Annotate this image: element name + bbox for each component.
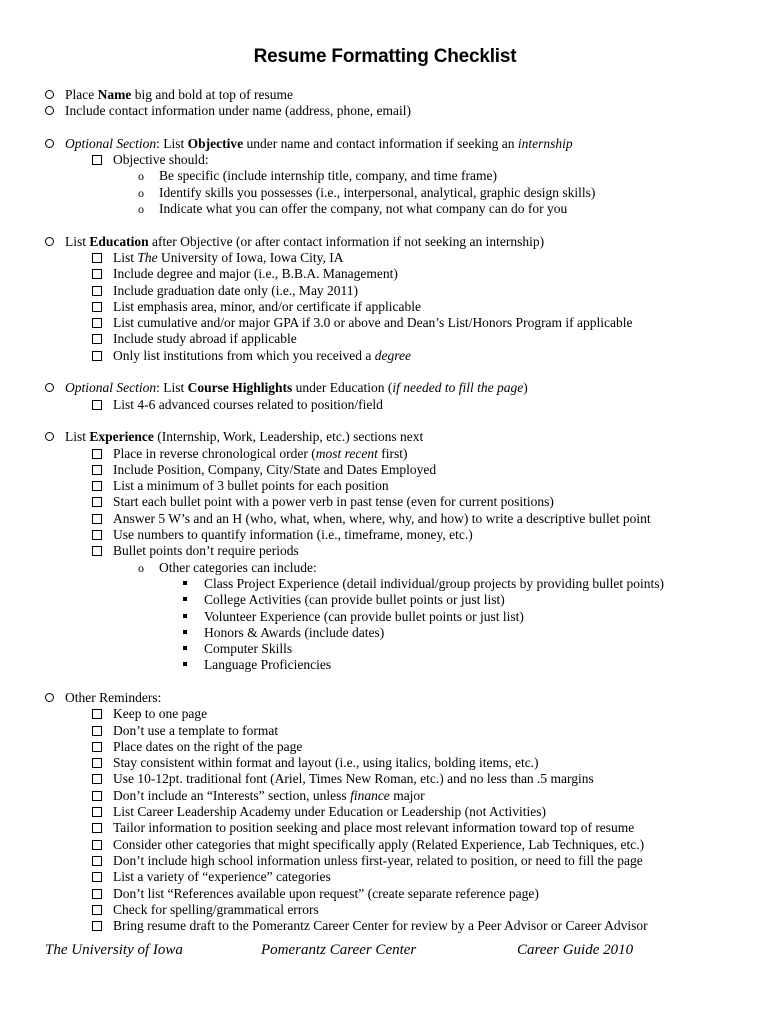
item-text: List: [65, 429, 90, 445]
checklist-item: [0, 331, 770, 347]
circle-bullet-icon: [45, 90, 54, 99]
sub-sub-item: [0, 609, 770, 625]
checkbox-icon: [92, 530, 102, 540]
checkbox-icon: [92, 791, 102, 801]
checkbox-icon: [92, 481, 102, 491]
item-text-italic: if needed to fill the page: [392, 380, 524, 396]
item-text-italic: Optional Section: [65, 135, 157, 151]
checkbox-icon: [92, 269, 102, 279]
checklist-item: [0, 446, 770, 462]
item-text: Include Position, Company, City/State and Dates Employed: [113, 461, 437, 477]
checklist-item: [0, 886, 770, 902]
item-text: Don’t list “References available upon request” (create separate reference page): [113, 885, 539, 901]
item-text-bold: Experience: [89, 429, 154, 445]
item-text: List emphasis area, minor, and/or certificate if applicable: [113, 298, 421, 314]
hollow-bullet-icon: o: [138, 202, 144, 217]
item-text: Include degree and major (i.e., B.B.A. Management): [113, 266, 398, 282]
checklist-item: [0, 494, 770, 510]
checkbox-icon: [92, 497, 102, 507]
square-bullet-icon: [183, 630, 187, 634]
checklist-item: [0, 755, 770, 771]
checklist-item: [0, 315, 770, 331]
checkbox-icon: [92, 334, 102, 344]
item-text: Objective should:: [113, 152, 209, 168]
sub-item: [0, 560, 770, 576]
item-text-italic: most recent: [315, 445, 378, 461]
checklist-item: [0, 152, 770, 168]
list-item: [0, 136, 770, 152]
sub-sub-item: [0, 625, 770, 641]
sub-item: [0, 185, 770, 201]
checklist-item: [0, 853, 770, 869]
square-bullet-icon: [183, 614, 187, 618]
item-text: Use 10-12pt. traditional font (Ariel, Times New Roman, etc.) and no less than .5 margins: [113, 771, 594, 787]
item-text: Class Project Experience (detail individual/group projects by providing bullet points): [204, 575, 665, 591]
item-text: Computer Skills: [204, 641, 293, 657]
checklist-item: [0, 348, 770, 364]
list-item: [0, 690, 770, 706]
checkbox-icon: [92, 253, 102, 263]
item-text: Include contact information under name (address, phone, email): [65, 103, 411, 119]
circle-bullet-icon: [45, 693, 54, 702]
page-title: Resume Formatting Checklist: [253, 46, 517, 67]
square-bullet-icon: [183, 662, 187, 666]
item-text: Place dates on the right of the page: [113, 738, 303, 754]
square-bullet-icon: [183, 646, 187, 650]
item-text: Honors & Awards (include dates): [204, 624, 385, 640]
checklist-item: [0, 918, 770, 934]
item-text: Check for spelling/grammatical errors: [113, 901, 319, 917]
list-item: [0, 234, 770, 250]
hollow-bullet-icon: o: [138, 560, 144, 575]
checkbox-icon: [92, 286, 102, 296]
checkbox-icon: [92, 351, 102, 361]
item-text: Don’t include high school information unless first-year, related to position, or need to fill the page: [113, 852, 643, 868]
checklist-item: [0, 397, 770, 413]
item-text: Consider other categories that might specifically apply (Related Experience, Lab Techniques, etc.): [113, 836, 645, 852]
checklist-item: [0, 739, 770, 755]
checklist-item: [0, 283, 770, 299]
circle-bullet-icon: [45, 383, 54, 392]
item-text: University of Iowa, Iowa City, IA: [157, 249, 344, 265]
item-text-bold: Education: [89, 233, 149, 249]
item-text: under Education (: [292, 380, 393, 396]
item-text-italic: Optional Section: [65, 380, 157, 396]
item-text: major: [389, 787, 425, 803]
checklist-item: [0, 543, 770, 559]
item-text: Indicate what you can offer the company, not what company can do for you: [159, 201, 568, 217]
item-text: List: [113, 249, 138, 265]
square-bullet-icon: [183, 581, 187, 585]
checklist-item: [0, 478, 770, 494]
sub-sub-item: [0, 576, 770, 592]
checkbox-icon: [92, 155, 102, 165]
item-text: List a variety of “experience” categories: [113, 869, 331, 885]
item-text: Stay consistent within format and layout (i.e., using italics, bolding items, etc.): [113, 755, 539, 771]
checkbox-icon: [92, 872, 102, 882]
checkbox-icon: [92, 823, 102, 833]
item-text: after Objective (or after contact information if not seeking an internship): [148, 233, 545, 249]
item-text: Start each bullet point with a power verb in past tense (even for current positions): [113, 494, 554, 510]
checkbox-icon: [92, 889, 102, 899]
sub-item: [0, 168, 770, 184]
checkbox-icon: [92, 921, 102, 931]
item-text: Keep to one page: [113, 706, 208, 722]
item-text: Bring resume draft to the Pomerantz Career Center for review by a Peer Advisor or Career Advisor: [113, 918, 648, 934]
checklist-item: [0, 266, 770, 282]
checklist-item: [0, 804, 770, 820]
item-text: Volunteer Experience (can provide bullet points or just list): [204, 608, 524, 624]
item-text: Don’t use a template to format: [113, 722, 279, 738]
item-text: Bullet points don’t require periods: [113, 543, 299, 559]
item-text: under name and contact information if seeking an: [243, 135, 518, 151]
footer-left: The University of Iowa: [45, 942, 183, 958]
hollow-bullet-icon: o: [138, 169, 144, 184]
checkbox-icon: [92, 465, 102, 475]
checkbox-icon: [92, 840, 102, 850]
checklist-item: [0, 527, 770, 543]
checkbox-icon: [92, 514, 102, 524]
item-text: (Internship, Work, Leadership, etc.) sections next: [153, 429, 424, 445]
checklist-item: [0, 837, 770, 853]
checklist-item: [0, 723, 770, 739]
sub-sub-item: [0, 657, 770, 673]
item-text-bold: Name: [97, 87, 132, 102]
checkbox-icon: [92, 449, 102, 459]
footer-right: Career Guide 2010: [517, 942, 634, 958]
checklist-item: [0, 462, 770, 478]
item-text: Include graduation date only (i.e., May 2011): [113, 282, 359, 298]
item-text: List a minimum of 3 bullet points for each position: [113, 478, 389, 494]
item-text: List Career Leadership Academy under Education or Leadership (not Activities): [113, 804, 546, 820]
circle-bullet-icon: [45, 106, 54, 115]
checklist-item: [0, 788, 770, 804]
checkbox-icon: [92, 905, 102, 915]
checklist-item: [0, 299, 770, 315]
checkbox-icon: [92, 546, 102, 556]
footer-center: Pomerantz Career Center: [261, 942, 417, 958]
item-text: Be specific (include internship title, company, and time frame): [159, 168, 498, 184]
item-text: Use numbers to quantify information (i.e., timeframe, money, etc.): [113, 527, 473, 543]
item-text: List cumulative and/or major GPA if 3.0 or above and Dean’s List/Honors Program if applicable: [113, 315, 633, 331]
page-footer: [0, 942, 770, 962]
sub-item: [0, 201, 770, 217]
item-text: Other Reminders:: [65, 689, 162, 705]
checklist: [0, 87, 770, 934]
item-text-italic: internship: [517, 135, 573, 151]
item-text: Place: [65, 87, 98, 102]
item-text: Identify skills you possesses (i.e., interpersonal, analytical, graphic design skills): [159, 184, 596, 200]
list-item: [0, 380, 770, 396]
hollow-bullet-icon: o: [138, 185, 144, 200]
item-text-italic: finance: [350, 787, 390, 803]
checkbox-icon: [92, 807, 102, 817]
item-text: College Activities (can provide bullet points or just list): [204, 592, 505, 608]
item-text-bold: Course Highlights: [187, 380, 293, 396]
item-text: Answer 5 W’s and an H (who, what, when, where, why, and how) to write a descriptive bullet point: [113, 510, 651, 526]
checklist-item: [0, 706, 770, 722]
checkbox-icon: [92, 758, 102, 768]
checkbox-icon: [92, 726, 102, 736]
item-text: Language Proficiencies: [204, 657, 332, 673]
item-text: Include study abroad if applicable: [113, 331, 297, 347]
checklist-item: [0, 869, 770, 885]
checkbox-icon: [92, 856, 102, 866]
checklist-item: [0, 771, 770, 787]
item-text: : List: [156, 380, 188, 396]
item-text: List 4-6 advanced courses related to position/field: [113, 396, 383, 412]
item-text: Place in reverse chronological order (: [113, 445, 316, 461]
item-text: : List: [156, 135, 188, 151]
sub-sub-item: [0, 592, 770, 608]
item-text-italic: The: [137, 249, 158, 265]
checkbox-icon: [92, 318, 102, 328]
checklist-item: [0, 902, 770, 918]
checkbox-icon: [92, 302, 102, 312]
circle-bullet-icon: [45, 432, 54, 441]
item-text: ): [523, 380, 528, 396]
item-text: big and bold at top of resume: [131, 87, 293, 102]
list-item: [0, 429, 770, 445]
item-text: first): [377, 445, 408, 461]
item-text-bold: Objective: [187, 135, 244, 151]
circle-bullet-icon: [45, 237, 54, 246]
checkbox-icon: [92, 742, 102, 752]
list-item: [0, 103, 770, 119]
checkbox-icon: [92, 400, 102, 410]
checklist-item: [0, 820, 770, 836]
circle-bullet-icon: [45, 139, 54, 148]
square-bullet-icon: [183, 597, 187, 601]
list-item: [0, 87, 770, 103]
item-text-italic: degree: [374, 347, 411, 363]
checklist-item: [0, 511, 770, 527]
item-text: Other categories can include:: [159, 559, 317, 575]
item-text: Only list institutions from which you received a: [113, 347, 375, 363]
item-text: Tailor information to position seeking and place most relevant information toward top of resume: [113, 820, 635, 836]
checkbox-icon: [92, 709, 102, 719]
checklist-item: [0, 250, 770, 266]
sub-sub-item: [0, 641, 770, 657]
checkbox-icon: [92, 774, 102, 784]
item-text: Don’t include an “Interests” section, unless: [113, 787, 351, 803]
item-text: List: [65, 233, 90, 249]
